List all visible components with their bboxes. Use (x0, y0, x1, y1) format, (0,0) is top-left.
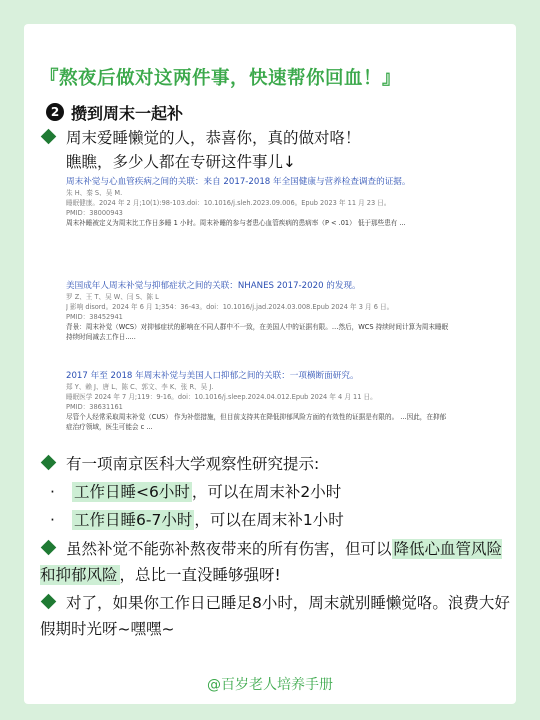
intro-paragraph (40, 126, 510, 174)
paper-citation: 睡眠医学 2024 年 7 月;119：9-16。doi：10.1016/j.sleep.2024.04.012.Epub 2024 年 4 月 11 日。 (66, 393, 377, 401)
paper-citation: J 影响 disord。2024 年 6 月 1;354：36-43。doi：10.1016/j.jad.2024.03.008.Epub 2024 年 3 月 6 日。 (66, 303, 394, 311)
footer-signature: @百岁老人培养手册 (207, 677, 333, 693)
research-bullet: · 工作日睡6-7小时 ，可以在周末补1小时 (50, 506, 510, 534)
research-bullet: · 工作日睡<6小时 ，可以在周末补2小时 (50, 478, 510, 506)
page-title: 『熬夜后做对这两件事，快速帮你回血！』 (40, 68, 402, 89)
highlight-text: 降低心血管风险和抑郁风险 (40, 540, 503, 584)
paper-entry (66, 280, 452, 342)
paper-screenshot (60, 174, 458, 470)
section-number-badge: 2 (46, 103, 64, 121)
paper-pmid: PMID：38452941 (66, 313, 123, 321)
diamond-bullet-icon (41, 455, 57, 471)
paper-title[interactable]: 周末补觉与心血管疾病之间的关联：来自 2017-2018 年全国健康与营养检查调查的证据。 (66, 177, 411, 187)
paper-entry (66, 370, 452, 432)
bullet-dot: · (50, 511, 55, 529)
highlight-text: 工作日睡6-7小时 (74, 511, 193, 529)
research-bullet-list (50, 478, 510, 534)
diamond-bullet-icon (41, 594, 57, 610)
paper-title[interactable]: 2017 年至 2018 年周末补觉与美国人口抑郁之间的关联：一项横断面研究。 (66, 371, 359, 381)
bullet-dot: · (50, 483, 55, 501)
highlight-text: 工作日睡<6小时 (74, 483, 190, 501)
note-paragraph-2: 对了，如果你工作日已睡足8小时，周末就别睡懒觉咯。浪费大好假期时光呀~嘿嘿~ (40, 594, 510, 638)
note-paragraph-1: 虽然补觉不能弥补熬夜带来的所有伤害，但可以 降低心血管风险和抑郁风险 ，总比一直没睡够强呀! (40, 540, 503, 584)
paper-snippet: 尽管个人经常采取周末补觉（CUS） 作为补偿措施，但目前支持其在降低抑郁风险方面的有效性的证据是有限的。 ...因此，在抑郁症治疗领域，医生可能会 c ... (66, 413, 447, 431)
section-title: 攒到周末一起补 (71, 103, 184, 123)
paper-title[interactable]: 美国成年人周末补觉与抑郁症状之间的关联：NHANES 2017-2020 的发现。 (66, 281, 361, 291)
paper-citation: 睡眠健康。2024 年 2 月;10(1):98-103.doi：10.1016/j.sleh.2023.09.006。Epub 2023 年 11 月 23 日。 (66, 199, 391, 207)
paper-pmid: PMID：38631161 (66, 403, 123, 411)
intro-line-1: 周末爱睡懒觉的人，恭喜你，真的做对咯！ (66, 129, 361, 147)
research-intro: 有一项南京医科大学观察性研究提示: (40, 452, 510, 476)
diamond-bullet-icon (41, 540, 57, 556)
paper-authors: 郑 Y、赖 J、唐 L、陈 C、郭文、李 K、张 R、吴 J. (66, 383, 214, 391)
section-heading (46, 100, 183, 124)
paper-snippet: 背景：周末补觉（WCS）对抑郁症状的影响在不同人群中不一致，在美国人中的证据有限。…然后，WCS 持续时间计算为周末睡眠持续时间减去工作日..... (66, 323, 449, 341)
content-card (24, 24, 516, 704)
paper-snippet: 周末补睡被定义为周末比工作日多睡 1 小时。周末补睡的参与者患心血管疾病的患病率（P < .01） 低于那些患有 ... (66, 219, 406, 227)
intro-line-2: 瞧瞧，多少人都在专研这件事儿↓ (66, 153, 296, 171)
diamond-bullet-icon (41, 129, 57, 145)
paper-authors: 朱 H、秦 S、吴 M. (66, 189, 123, 197)
paper-entry (66, 176, 452, 228)
paper-pmid: PMID：38000943 (66, 209, 123, 217)
paper-authors: 罗 Z、王 T、吴 W、闫 S、陈 L (66, 293, 159, 301)
